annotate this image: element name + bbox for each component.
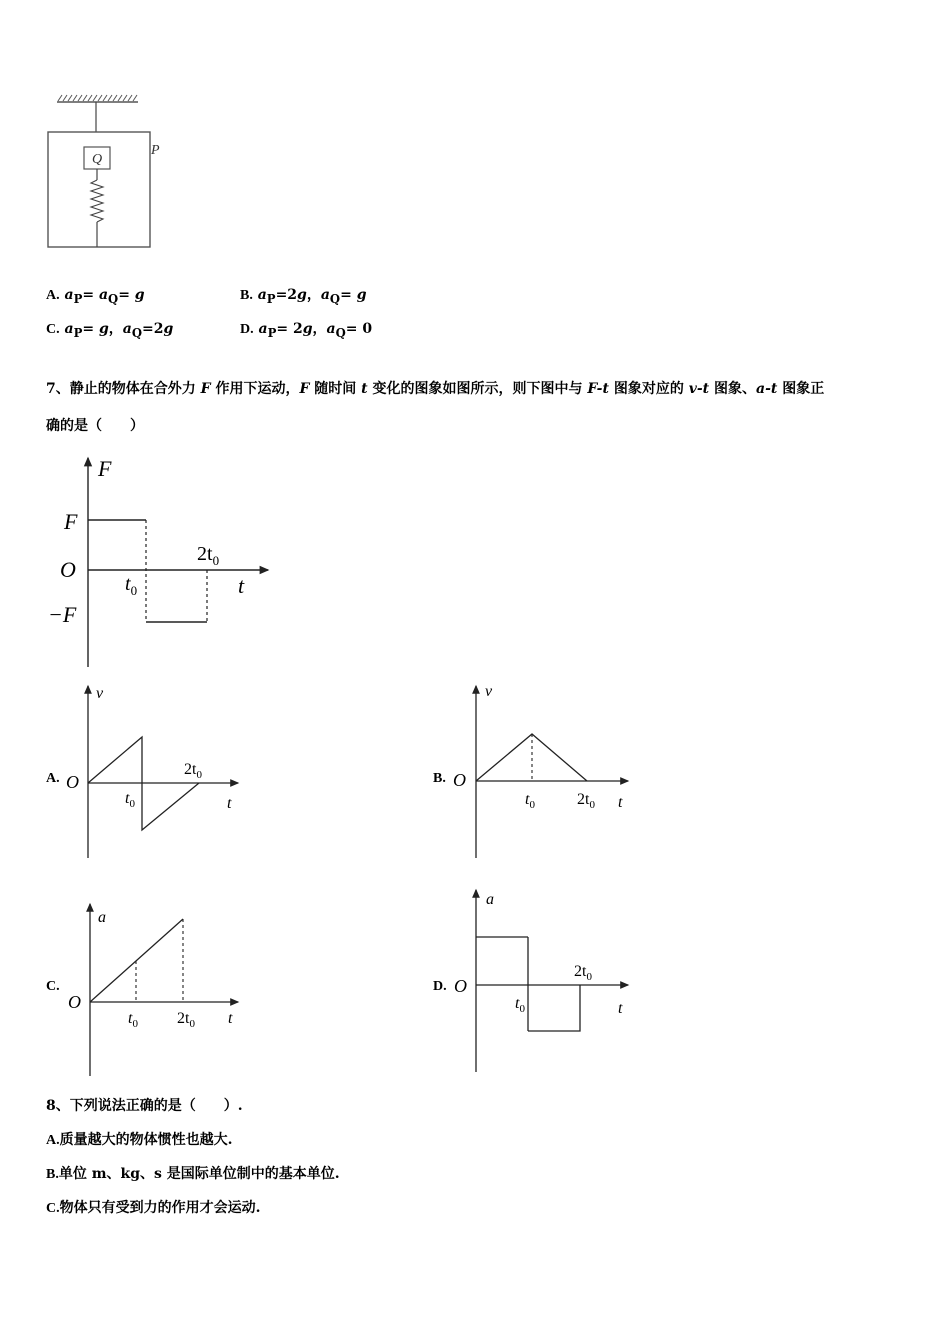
q6-option-d[interactable] [240, 319, 372, 343]
q7-stem-part: v-t [688, 381, 710, 397]
q7-a-t0-sub: 0 [129, 798, 135, 810]
q7-d-2t0-sub: 0 [586, 971, 592, 983]
q7-c-t0-main: t [128, 1010, 133, 1027]
q7-c-origin: O [68, 992, 81, 1012]
q7-stem-part: 图象正 [777, 381, 825, 397]
q7-stem-part: 图象、 [709, 381, 757, 397]
q7-b-x-label: t [618, 794, 623, 811]
q7-a-x-label: t [227, 795, 232, 812]
q6-option-d-letter: D. [240, 322, 254, 337]
q7-option-c-graph[interactable] [60, 898, 250, 1078]
graph-f-2t0-tick [197, 543, 219, 568]
q8-option-c-text: 物体只有受到力的作用才会运动. [59, 1200, 261, 1216]
q7-b-t0-sub: 0 [529, 799, 535, 811]
q8-option-c-letter: C. [46, 1201, 60, 1216]
q6-option-c-text: $a_P= g$，$a_Q=2g$ [64, 321, 174, 340]
q7-a-2t0-sub: 0 [196, 769, 202, 781]
q7-b-t0-main: t [525, 791, 530, 808]
q6-option-b-letter: B. [240, 288, 253, 303]
q6-option-c-letter: C. [46, 322, 60, 337]
q7-d-t0-sub: 0 [519, 1003, 525, 1015]
q7-stem-part: 图象对应的 [608, 381, 689, 397]
q7-option-b-letter[interactable]: B. [433, 771, 446, 786]
q7-option-b-graph[interactable] [448, 680, 638, 860]
q7-c-2t0-tick [177, 1010, 195, 1030]
q7-stem-part: 变化的图象如图所示，则下图中与 [367, 381, 588, 397]
q8-option-c[interactable] [46, 1198, 261, 1219]
block-q-label: Q [91, 152, 103, 167]
q7-option-c-letter[interactable]: C. [46, 979, 60, 994]
q6-option-c[interactable] [46, 319, 173, 343]
graph-f-t0-tick [125, 573, 137, 598]
q7-d-y-label: a [486, 891, 494, 908]
q6-option-b[interactable] [240, 285, 366, 309]
graph-f-level-pos: F [64, 509, 78, 534]
q8-option-b-letter: B. [46, 1167, 59, 1182]
graph-f-t0-main: t [125, 573, 131, 595]
q7-c-2t0-sub: 0 [189, 1018, 195, 1030]
q7-stem-line2: 确的是（ ） [46, 418, 144, 434]
q7-stem-part: a-t [756, 381, 778, 397]
q7-stem-part: F [200, 381, 211, 397]
q7-option-a-graph[interactable] [60, 680, 250, 860]
graph-f-x-label: t [238, 573, 245, 598]
q7-a-origin: O [66, 772, 79, 792]
q7-stem-part: 作用下运动， [210, 381, 300, 397]
q7-option-d-graph[interactable] [448, 884, 638, 1074]
graph-f-y-label: F [98, 456, 112, 481]
q6-option-a[interactable] [46, 285, 145, 309]
q8-option-b-text: 单位 m、kg、s 是国际单位制中的基本单位. [58, 1166, 340, 1182]
q7-option-d-letter[interactable]: D. [433, 979, 447, 994]
q7-a-2t0-main: 2t [184, 761, 197, 778]
q7-d-2t0-tick [574, 963, 592, 983]
q7-a-y-label: v [96, 685, 104, 702]
graph-f-level-neg: −F [48, 602, 77, 627]
q7-stem-line1 [46, 378, 824, 398]
q7-option-a-letter[interactable]: A. [46, 771, 60, 786]
q7-c-x-label: t [228, 1010, 233, 1027]
graph-f-2t0-main: 2t [197, 543, 213, 565]
q7-stem-part: t [361, 381, 368, 397]
q7-d-t0-tick [515, 995, 525, 1015]
q7-b-2t0-main: 2t [577, 791, 590, 808]
q7-stem-part: 7、静止的物体在合外力 [46, 381, 201, 397]
q7-c-2t0-main: 2t [177, 1010, 190, 1027]
q6-option-a-text: $a_P= a_Q= g$ [64, 287, 145, 306]
q6-option-a-letter: A. [46, 288, 60, 303]
graph-f-2t0-sub: 0 [212, 553, 220, 568]
q8-stem: 8、下列说法正确的是（ ）. [46, 1098, 243, 1114]
q7-a-2t0-tick [184, 761, 202, 781]
box-p-label: P [151, 143, 160, 158]
q7-stem-part: F [299, 381, 310, 397]
q7-d-origin: O [454, 976, 467, 996]
q8-option-a-text: 质量越大的物体惯性也越大. [59, 1132, 233, 1148]
q7-a-t0-tick [125, 790, 135, 810]
graph-f-origin: O [60, 557, 76, 582]
q8-option-a-letter: A. [46, 1133, 60, 1148]
q7-c-t0-sub: 0 [132, 1018, 138, 1030]
q8-option-b[interactable] [46, 1164, 340, 1185]
spring-box-figure [40, 92, 210, 262]
q7-stem-part: 随时间 [309, 381, 362, 397]
q7-b-2t0-sub: 0 [589, 799, 595, 811]
q7-c-t0-tick [128, 1010, 138, 1030]
q7-b-y-label: v [485, 683, 493, 700]
q7-d-2t0-main: 2t [574, 963, 587, 980]
q7-a-t0-main: t [125, 790, 130, 807]
graph-f-t [40, 452, 280, 677]
q7-c-y-label: a [98, 909, 106, 926]
q7-b-2t0-tick [577, 791, 595, 811]
q7-d-t0-main: t [515, 995, 520, 1012]
q7-b-origin: O [453, 770, 466, 790]
graph-f-t0-sub: 0 [130, 583, 138, 598]
q8-option-a[interactable] [46, 1130, 233, 1151]
q7-stem-part: F-t [587, 381, 609, 397]
q6-option-d-text: $a_P= 2g$，$a_Q= 0$ [258, 321, 373, 340]
q7-b-t0-tick [525, 791, 535, 811]
q7-d-x-label: t [618, 1000, 623, 1017]
q6-option-b-text: $a_P=2g$，$a_Q= g$ [257, 287, 367, 306]
